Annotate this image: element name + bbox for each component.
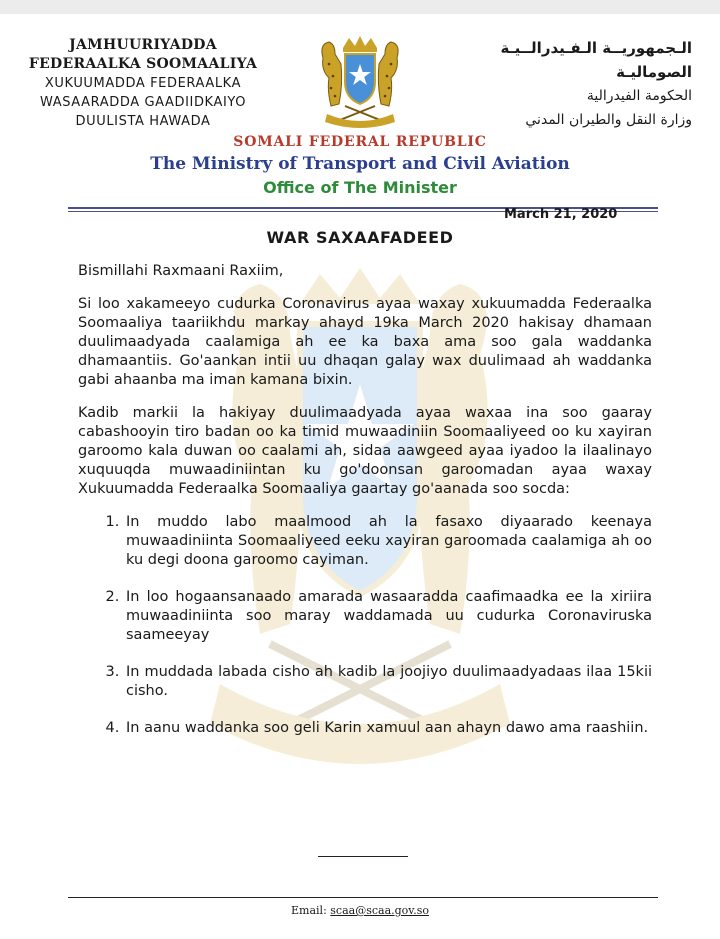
- republic-heading: SOMALI FEDERAL REPUBLIC: [233, 134, 487, 150]
- footer-email: [0, 904, 720, 917]
- header-somali-line5: DUULISTA HAWADA: [75, 114, 211, 129]
- decisions-list: [78, 513, 652, 738]
- letter-body: [78, 262, 652, 756]
- header-arabic-line2: الحكومة الفيدرالية: [586, 88, 692, 104]
- ministry-heading: The Ministry of Transport and Civil Aviation: [150, 154, 570, 174]
- list-item: 3. In muddada labada cisho ah kadib la joojiyo duulimaadyadaas ilaa 15kii cisho.: [124, 663, 652, 701]
- email-label: Email:: [291, 904, 327, 917]
- list-item: 1. In muddo labo maalmood ah la fasaxo diyaarado keenaya muwaadiniinta Soomaaliyeed eeku xayiran garoomada caalamiga ah oo ku degi doona garoomo cayiman.: [124, 513, 652, 570]
- email-link[interactable]: scaa@scaa.gov.so: [330, 904, 429, 917]
- signature-line: [318, 856, 408, 857]
- header-somali-line1: JAMHUURIYADDA: [69, 37, 217, 53]
- list-item: 2. In loo hogaansanaado amarada wasaaradda caafimaadka ee la xiriira muwaadiniinta soo maray waddamada uu cudurka Coronaviruska saameeyay: [124, 588, 652, 645]
- document-title: WAR SAXAAFADEED: [266, 228, 454, 247]
- header-somali-block: [18, 36, 268, 131]
- paragraph-1: Si loo xakameeyo cudurka Coronavirus ayaa waxay xukuumadda Federaalka Soomaaliya taariikhdu markay ahayd 19ka March 2020 hakisay dhamaan duulimaadyada caalamiga ah ee ka baxa ama soo gala waddanka dhamaantiis. Go'aankan intii uu dhaqan galay wax duulimaad ah waddanka gabi ahaanba ma iman kamana bixin.: [78, 296, 652, 388]
- header-arabic-block: [482, 36, 692, 132]
- letter-page: [0, 14, 720, 939]
- header-arabic-line1: الـجمهوريــة الـفـيدرالــيـة الصوماليـة: [500, 39, 692, 81]
- paragraph-2: Kadib markii la hakiyay duulimaadyada ayaa waxaa ina soo gaaray cabashooyin tiro badan oo ka timid muwaadiniin Soomaaliyeed oo ku xayiran garoomo kala duwan oo caalami ah, sidaa aawgeed ayaa iyadoo la ilaalinayo xuquuqda muwaadiniintan ku go'doonsan garoomadan ayaa waxay Xukuumadda Federaalka Soomaaliya gaartay go'aanada soo socda:: [78, 405, 652, 497]
- list-item: 4. In aanu waddanka soo geli Karin xamuul aan ahayn dawo ama raashiin.: [124, 719, 652, 738]
- header-somali-line3: XUKUUMADDA FEDERAALKA: [44, 76, 242, 91]
- greeting: Bismillahi Raxmaani Raxiim,: [78, 263, 284, 279]
- somalia-coat-of-arms-icon: [305, 34, 415, 134]
- header-somali-line4: WASAARADDA GAADIIDKAIYO: [39, 95, 247, 110]
- letter-date: March 21, 2020: [504, 207, 618, 222]
- header-somali-line2: FEDERAALKA SOOMAALIYA: [28, 56, 258, 72]
- footer-rule: [68, 897, 658, 898]
- office-heading: Office of The Minister: [263, 178, 457, 197]
- header-arabic-line3: وزارة النقل والطيران المدني: [525, 112, 692, 128]
